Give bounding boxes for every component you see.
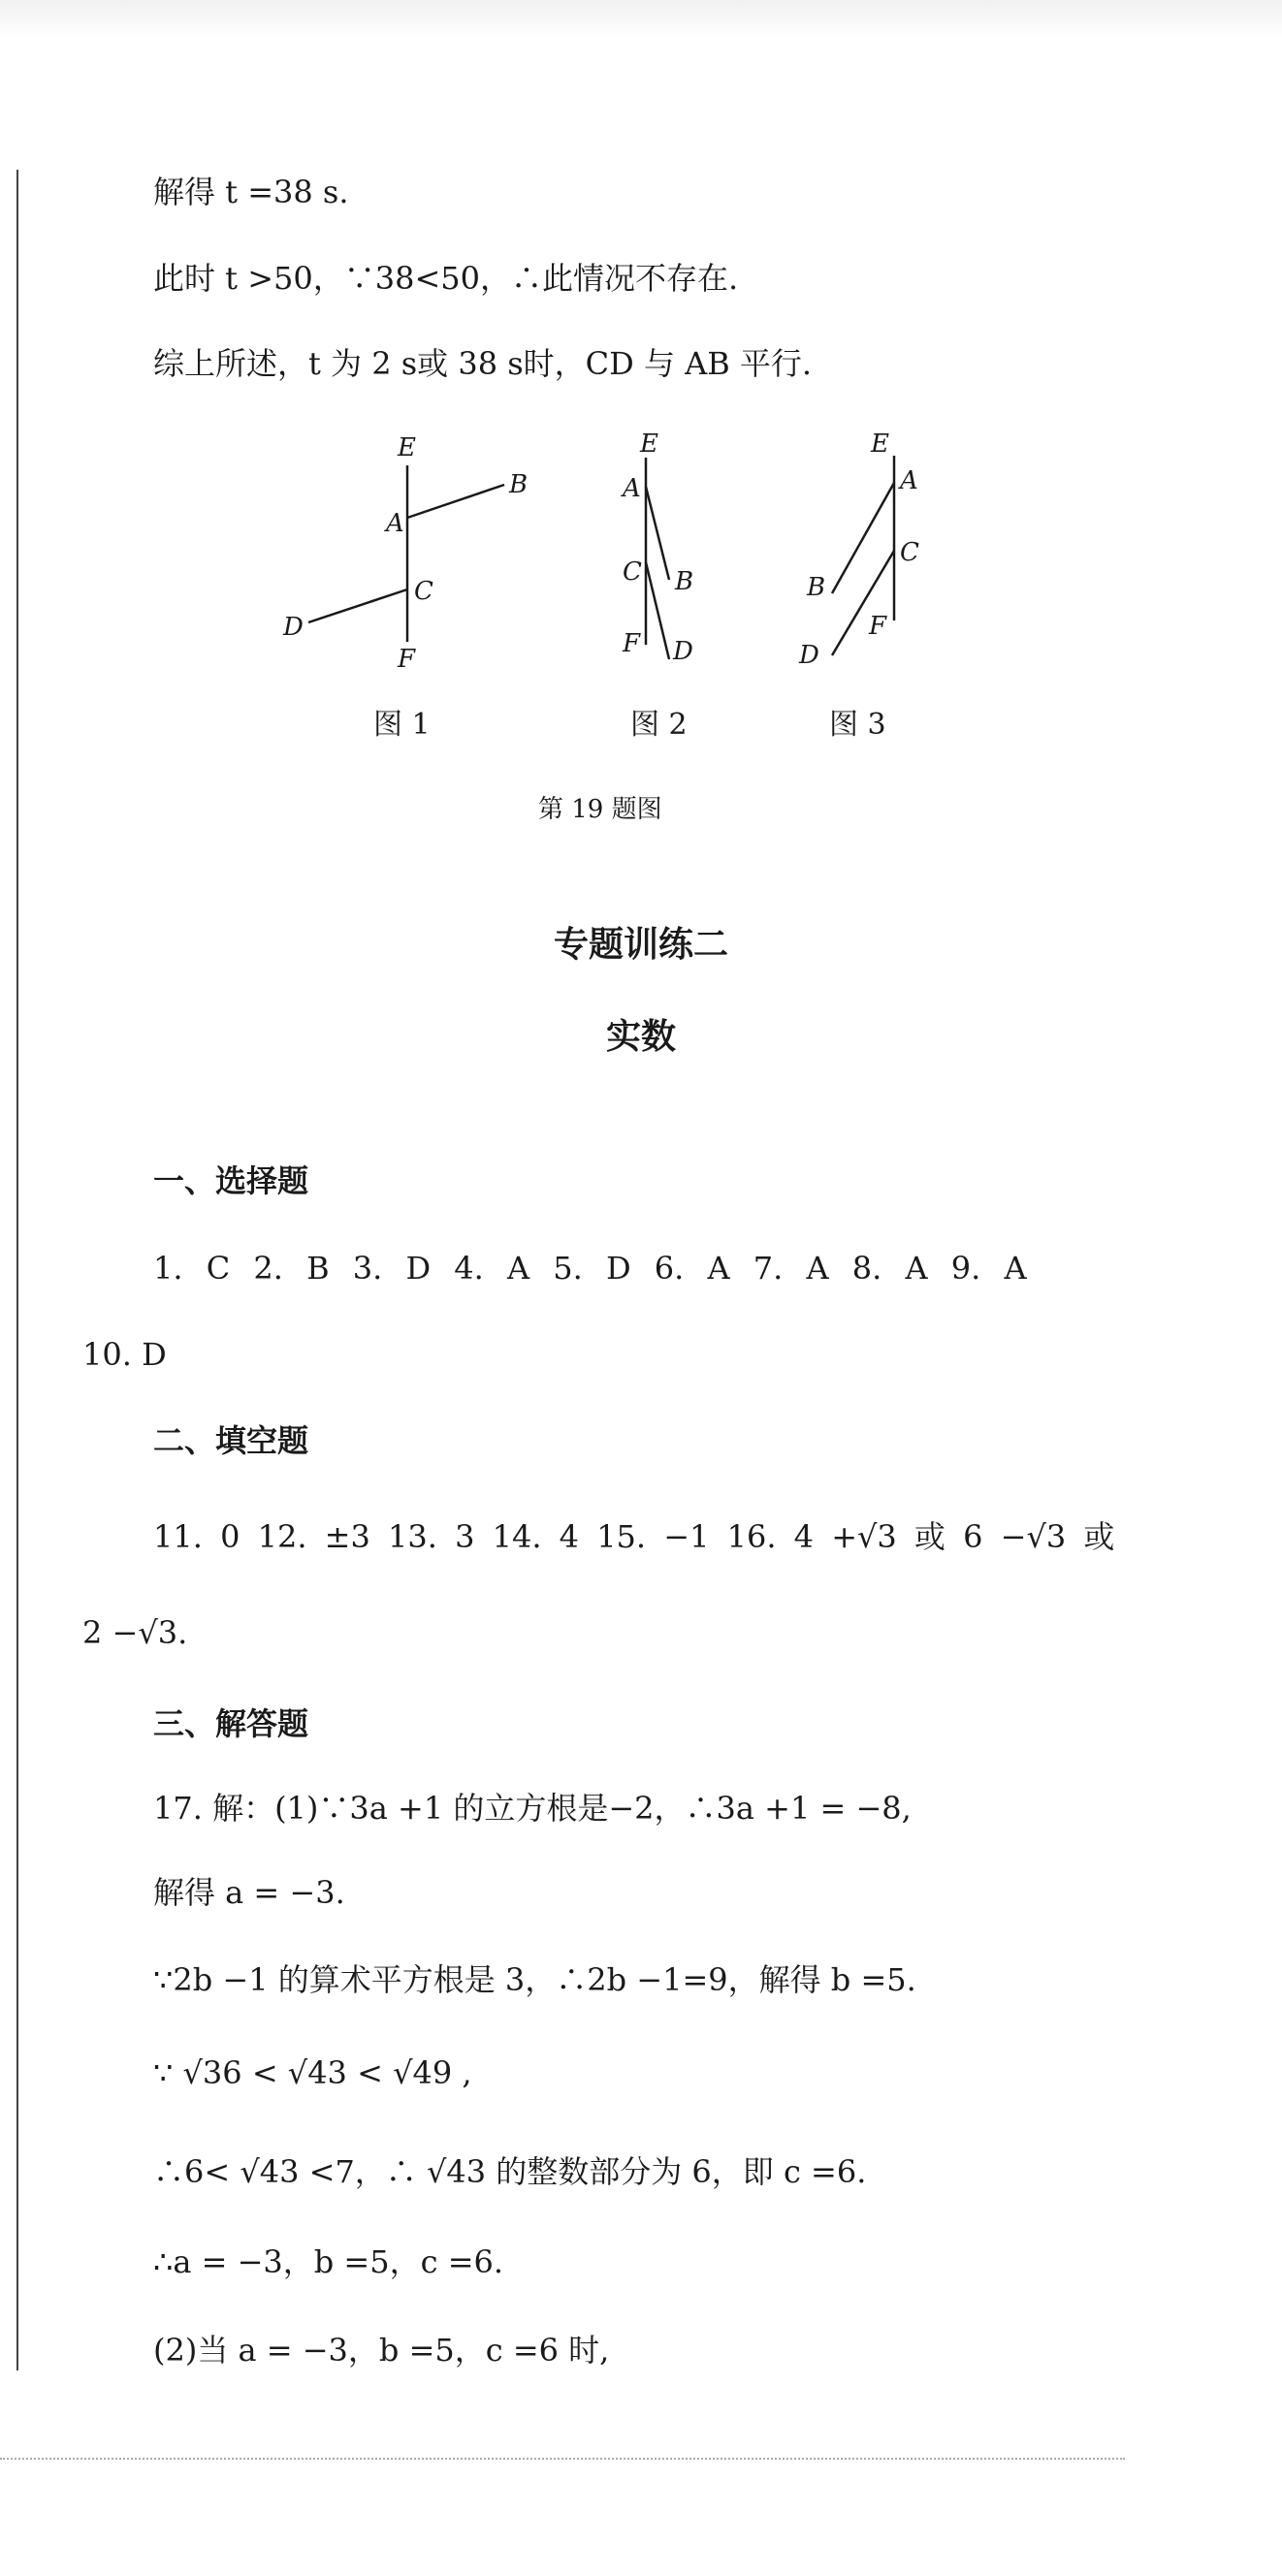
fig1-label-E: E xyxy=(398,433,416,462)
fig2-label-D: D xyxy=(673,637,693,666)
fig1-label-D: D xyxy=(283,613,304,642)
fig1-caption: 图 1 xyxy=(373,708,431,742)
part3-heading: 三、解答题 xyxy=(153,1705,309,1742)
fig1-label-C: C xyxy=(414,577,433,606)
part3-line-6: ∴a = −3，b =5，c =6. xyxy=(153,2243,504,2280)
page-top-shade xyxy=(0,0,1282,39)
part2-heading: 二、填空题 xyxy=(153,1422,309,1459)
fig2-caption: 图 2 xyxy=(630,708,688,742)
fig3-label-D: D xyxy=(799,641,819,670)
fig2-label-C: C xyxy=(623,557,642,587)
part1-heading: 一、选择题 xyxy=(153,1162,309,1199)
fig2-label-F: F xyxy=(623,629,641,658)
figure-2 xyxy=(601,427,727,688)
part3-line-5: ∴6< √43 <7，∴ √43 的整数部分为 6，即 c =6. xyxy=(153,2153,867,2190)
fig1-label-F: F xyxy=(398,645,416,674)
part1-answers-line2: 10. D xyxy=(82,1336,167,1373)
part3-line-1: 17. 解：(1)∵3a +1 的立方根是−2，∴3a +1 = −8, xyxy=(153,1790,912,1827)
figure-1 xyxy=(272,427,553,688)
fig2-label-A: A xyxy=(623,474,641,503)
margin-rule xyxy=(16,170,18,2370)
page-bottom-divider xyxy=(0,2458,1125,2460)
fig2-label-E: E xyxy=(640,429,658,459)
part1-answers-line1: 1. C 2. B 3. D 4. A 5. D 6. A 7. A 8. A 9. A xyxy=(153,1250,1027,1287)
fig1-label-B: B xyxy=(509,470,529,499)
fig2-label-B: B xyxy=(675,567,694,596)
fig1-label-A: A xyxy=(386,509,404,538)
part3-line-3: ∵2b −1 的算术平方根是 3，∴2b −1=9，解得 b =5. xyxy=(153,1961,916,1998)
fig3-label-F: F xyxy=(869,612,887,641)
part2-answers-line2: 2 −√3. xyxy=(82,1614,188,1651)
fig3-label-E: E xyxy=(871,429,889,459)
figure-group-caption: 第 19 题图 xyxy=(538,795,662,824)
fig3-caption: 图 3 xyxy=(829,708,886,742)
solution-line-1: 解得 t =38 s. xyxy=(153,174,349,210)
part3-line-7: (2)当 a = −3，b =5，c =6 时, xyxy=(153,2332,610,2369)
figure-3 xyxy=(785,427,941,688)
part3-line-4: ∵ √36 < √43 < √49 , xyxy=(153,2054,472,2091)
solution-line-3: 综上所述，t 为 2 s或 38 s时，CD 与 AB 平行. xyxy=(153,345,813,382)
fig3-label-B: B xyxy=(807,573,826,602)
part2-answers-line1: 11. 0 12. ±3 13. 3 14. 4 15. −1 16. 4 +√3 或 6 −√3 或 xyxy=(153,1518,1115,1555)
section-subtitle: 实数 xyxy=(605,1017,676,1057)
section-title: 专题训练二 xyxy=(553,925,728,965)
part3-line-2: 解得 a = −3. xyxy=(153,1874,345,1911)
solution-line-2: 此时 t >50，∵38<50，∴此情况不存在. xyxy=(153,260,739,297)
fig3-label-C: C xyxy=(900,538,919,567)
fig3-label-A: A xyxy=(900,466,918,495)
